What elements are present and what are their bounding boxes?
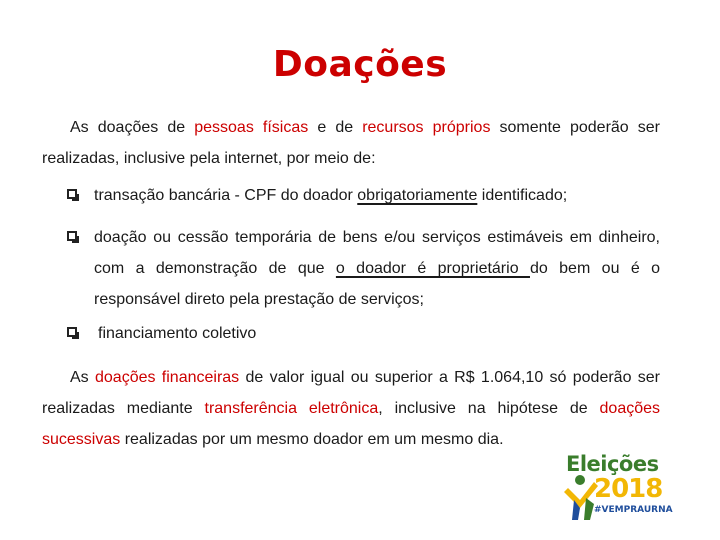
page-title: Doações	[272, 44, 448, 85]
logo-line2: 2018	[594, 474, 663, 504]
bullet-text: doação ou cessão temporária de bens e/ou serviços estimáveis em dinheiro, com a demonstração de que o doador é proprietário do bem ou é o responsável direto pela prestação de serviços;	[94, 229, 661, 308]
checkbox-bullet-icon	[67, 189, 77, 199]
highlight-doacoes-sucessivas: doações sucessivas	[42, 400, 661, 448]
bullet-text: financiamento coletivo	[98, 325, 257, 342]
eleicoes-2018-logo	[560, 452, 673, 522]
intro-text: As doações de	[70, 119, 195, 136]
logo-hashtag: #VEMPRAURNA	[594, 505, 673, 515]
logo-line1: Eleições	[566, 452, 659, 476]
intro-paragraph	[42, 112, 660, 174]
intro-text: e de	[308, 119, 363, 136]
highlight-transferencia-eletronica: transferência eletrônica	[204, 400, 379, 417]
bullet-text: transação bancária - CPF do doador obrigatoriamente identificado;	[94, 187, 568, 204]
checkbox-bullet-icon	[67, 231, 77, 241]
highlight-doacoes-financeiras: doações financeiras	[95, 369, 240, 386]
highlight-recursos-proprios: recursos próprios	[362, 119, 491, 136]
checkbox-bullet-icon	[67, 327, 77, 337]
closing-paragraph: As doações financeiras de valor igual ou superior a R$ 1.064,10 só poderão ser realizadas mediante transferência eletrônica, inclusive na hipótese de doações sucessivas realizadas por um mesmo doador em um mesmo dia.	[42, 369, 661, 448]
intro-text: somente poderão ser realizadas, inclusive pela internet, por meio de:	[42, 119, 661, 167]
underlined-obrigatoriamente: obrigatoriamente	[357, 187, 478, 204]
highlight-pessoas-fisicas: pessoas físicas	[194, 119, 309, 136]
underlined-proprietario: o doador é proprietário	[335, 260, 530, 277]
